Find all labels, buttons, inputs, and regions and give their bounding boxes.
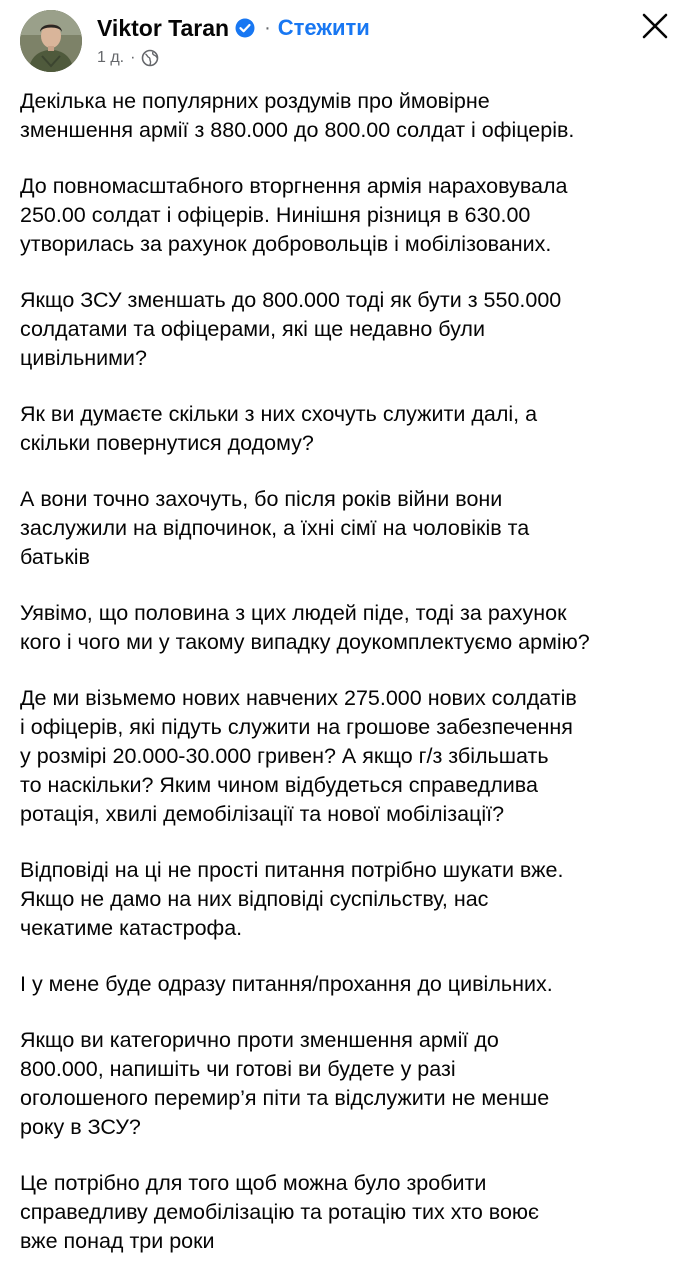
verified-badge-icon xyxy=(235,18,255,38)
post-paragraph: Уявімо, що половина з цих людей піде, тоді за рахунок кого і чого ми у такому випадку доукомплектуємо армію? xyxy=(20,601,590,654)
post-paragraph: Якщо ви категорично проти зменшення армії до 800.000, напишіть чи готові ви будете у разі оголошеного перемир’я піти та відслужити не менше року в ЗСУ? xyxy=(20,1028,550,1139)
post-paragraph: Декілька не популярних роздумів про ймовірне зменшення армії з 880.000 до 800.00 солдат і офіцерів. xyxy=(20,89,575,142)
post-paragraph: Якщо ЗСУ зменшать до 800.000 тоді як бути з 550.000 солдатами та офіцерами, які ще недавно були цивільними? xyxy=(20,288,562,370)
post-timestamp[interactable]: 1 д. xyxy=(97,49,125,66)
post-paragraph: А вони точно захочуть, бо після років війни вони заслужили на відпочинок, а їхні сімї на чоловіків та батьків xyxy=(20,487,530,569)
author-row xyxy=(97,12,370,44)
author-name[interactable]: Viktor Taran xyxy=(97,14,230,41)
close-icon[interactable] xyxy=(641,12,669,40)
post-paragraph: І у мене буде одразу питання/прохання до цивільних. xyxy=(20,972,553,996)
post-paragraph: Як ви думаєте скільки з них схочуть служити далі, а скільки повернутися додому? xyxy=(20,402,538,455)
post-paragraph: Відповіді на ці не прості питання потрібно шукати вже. Якщо не дамо на них відповіді суспільству, нас чекатиме катастрофа. xyxy=(20,858,564,940)
globe-icon[interactable] xyxy=(141,49,159,67)
post-text xyxy=(20,87,680,1283)
follow-button[interactable]: Стежити xyxy=(277,15,370,40)
post-paragraph: Де ми візьмемо нових навчених 275.000 нових солдатів і офіцерів, які підуть служити на грошове забезпечення у розмірі 20.000-30.000 гривен? А якщо г/з збільшать то наскільки? Яким чином відбудеться справедлива ротація, хвилі демобілізації та нової мобілізації? xyxy=(20,686,577,826)
avatar-image xyxy=(20,10,82,72)
post-paragraph: До повномасштабного вторгнення армія нараховувала 250.00 солдат і офіцерів. Нинішня різниця в 630.00 утворилась за рахунок добровольців і мобілізованих. xyxy=(20,174,568,256)
post-paragraph: Це потрібно для того щоб можна було зробити справедливу демобілізацію та ротацію тих хто воює вже понад три роки xyxy=(20,1171,539,1253)
post-meta xyxy=(97,47,159,69)
post-header xyxy=(0,0,691,80)
author-avatar[interactable] xyxy=(20,10,82,72)
header-separator: · xyxy=(264,16,271,39)
meta-separator: · xyxy=(130,49,136,66)
